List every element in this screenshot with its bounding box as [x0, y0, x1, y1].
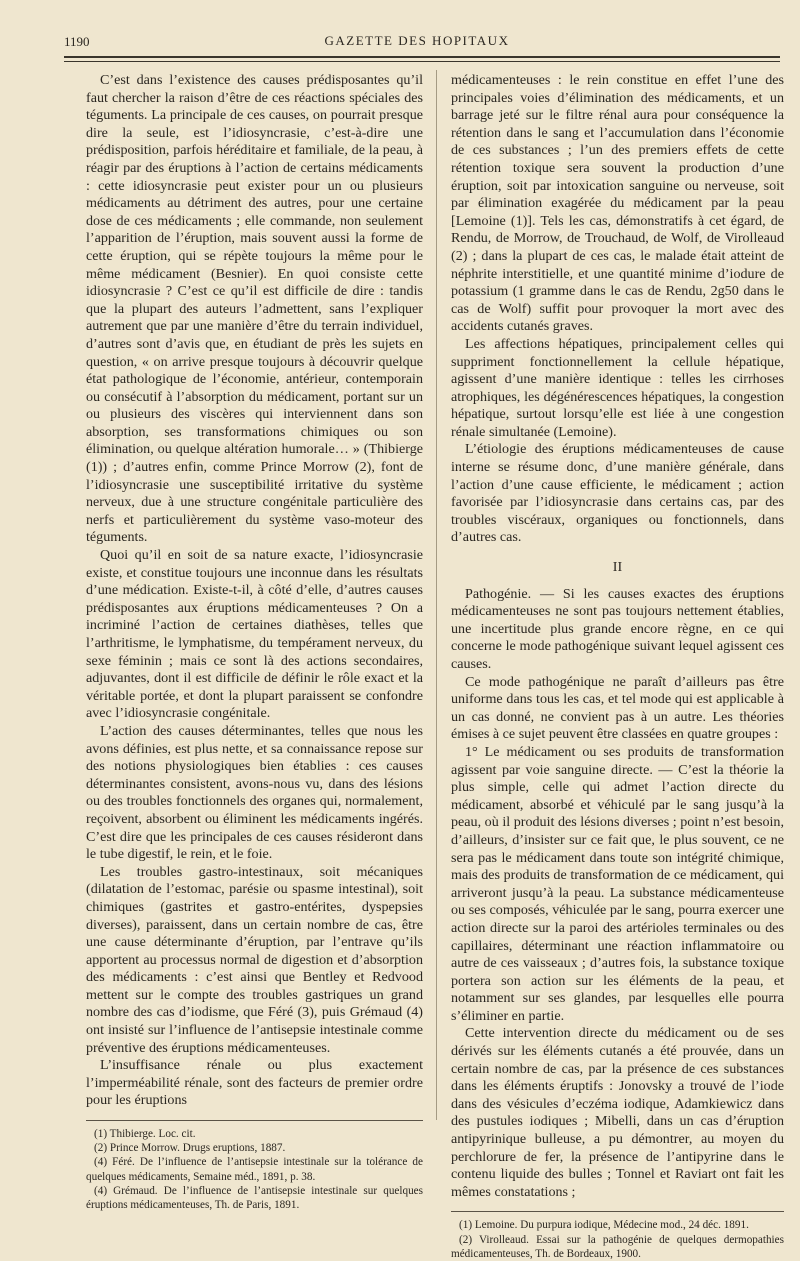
footnotes	[451, 1218, 784, 1261]
paragraph: Cette intervention directe du médicament ou de ses dérivés sur les éléments cutanés a été prouvée, dans un certain nombre de cas, par la présence de ces substances dans les éléments éruptifs : Jonovsky a trouvé de l’iode dans des vésicules d’eczéma iodique, Adamkiewicz dans des pustules iodiques ; Mibelli, dans un cas d’éruption antipyrinique bulleuse, a pu démontrer, au moyen du perchlorure de fer, la présence de l’antipyrine dans le contenu liquide des bulles ; Tonnel et Raviart ont fait les mêmes constatations ;	[451, 1025, 784, 1200]
right-column	[451, 72, 784, 1261]
paragraph: Pathogénie. — Si les causes exactes des éruptions médicamenteuses ne sont pas toujours nettement établies, une incertitude plus grande encore règne, en ce qui concerne le mode pathogénique suivant lequel agissent ces causes.	[451, 585, 784, 672]
footnote: (1) Thibierge. Loc. cit.	[94, 1128, 196, 1141]
paragraph: Quoi qu’il en soit de sa nature exacte, l’idiosyncrasie existe, et constitue toujours une inconnue dans les résultats d’une médication. Existe-t-il, à côté d’elle, d’autres causes prédisposantes aux éruptions médicamenteuses ? On a incriminé l’action de certaines diathèses, telles que l’arthritisme, le lymphatisme, du tempérament nerveux, du sexe féminin ; mais ce sont là des actions secondaires, adjuvantes, dont il est difficile de définir le rôle exact et la véritable portée, et dont la plupart paraissent se confondre avec l’idiosyncrasie congénitale.	[86, 547, 423, 722]
page-header	[64, 30, 770, 52]
footnote: (1) Lemoine. Du purpura iodique, Médecine mod., 24 déc. 1891.	[459, 1219, 749, 1232]
paragraph: C’est dans l’existence des causes prédisposantes qu’il faut chercher la raison d’être de ces réactions spéciales des téguments. La principale de ces causes, on pourrait presque dire la seule, est l’idiosyncrasie, c’est-à-dire une prédisposition, parfois héréditaire et familiale, de la peau, à réagir par des éruptions à l’action de certains médicaments : cette idiosyncrasie peut exister pour un ou plusieurs médicaments au détriment des autres, pour une certaine dose de ces médicaments ; elle commande, non seulement l’apparition de l’éruption, mais souvent aussi la forme de cette éruption, qui se répète toujours la même pour le même médicament (Besnier). En quoi consiste cette idiosyncrasie ? C’est ce qu’il est difficile de dire : tandis que la plupart des auteurs l’admettent, sans l’expliquer autrement que par une manière d’être du terrain individuel, d’autres sont d’avis que, en étudiant de près les sujets en question, « on arrive presque toujours à découvrir quelque état pathologique de l’économie, antérieur, contemporain ou consécutif à l’absorption du médicament, portant sur un ou plusieurs des viscères qui interviennent dans son absorption, ses transformations chimiques ou son élimination, ou quelque altération humorale… » (Thibierge (1)) ; d’autres enfin, comme Prince Morrow (2), font de l’idiosyncrasie une susceptibilité irritative du système nerveux, due à une structure congénitale particulière des nerfs et particulièrement du système vaso-moteur des téguments.	[86, 72, 423, 546]
paragraph: L’insuffisance rénale ou plus exactement l’imperméabilité rénale, sont des facteurs de premier ordre pour les éruptions	[86, 1057, 423, 1109]
paragraph: 1° Le médicament ou ses produits de transformation agissent par voie sanguine directe. — C’est la théorie la plus simple, celle qui admet l’action directe du médicament, absorbé et véhiculé par le sang jusqu’à la peau, où il produit des lésions diverses ; point n’est besoin, d’ailleurs, d’insister sur ce fait que, le plus souvent, ce ne sera pas le médicament dans toute son intégrité chimique, mais des produits de transformation de ce médicament, qui arriveront jusqu’à la peau. La substance médicamenteuse ou ses composés, véhiculée par le sang, pourra exercer une action directe sur la paroi des artérioles terminales ou des capillaires, déterminant une réaction inflammatoire ou autre de ces vaisseaux ; d’autres fois, la substance toxique portera son action sur les éléments de la peau, et notamment sur ses glandes, par lesquelles elle pourra s’éliminer en partie.	[451, 743, 784, 1024]
page-number: 1190	[64, 34, 90, 49]
footnotes	[86, 1127, 423, 1212]
header-rule-thin	[64, 61, 780, 62]
left-column	[86, 72, 423, 1212]
section-number: II	[612, 559, 623, 576]
running-title: GAZETTE DES HOPITAUX	[324, 33, 510, 48]
paragraph: L’étiologie des éruptions médicamenteuses de cause interne se résume donc, d’une manière générale, dans l’action d’une cause efficiente, le médicament ; action favorisée par l’idiosyncrasie dans certains cas, par des troubles viscéraux, organiques ou fonctionnels, dans d’autres cas.	[451, 441, 784, 546]
footnote: (4) Féré. De l’influence de l’antisepsie intestinale sur la tolérance de quelques médicaments, Semaine méd., 1891, p. 38.	[86, 1156, 423, 1183]
paragraph: Ce mode pathogénique ne paraît d’ailleurs pas être uniforme dans tous les cas, et tel mode qui est applicable à un cas donné, ne convient pas à un autre. Les théories émises à ce sujet peuvent être classées en quatre groupes :	[451, 673, 784, 743]
footnote-rule	[451, 1211, 784, 1212]
paragraph: médicamenteuses : le rein constitue en effet l’une des principales voies d’élimination des médicaments, et un barrage jeté sur le filtre rénal aura pour conséquence la rétention dans le sang et l’accumulation dans l’économie de ces substances ; l’un des premiers effets de cette rétention toxique sera souvent la production d’une éruption, soit par intoxication sanguine ou nerveuse, soit par élimination exagérée du médicament par la peau [Lemoine (1)]. Tels les cas, démonstratifs à cet égard, de Rendu, de Morrow, de Trouchaud, de Wolf, de Virolleaud (2) ; dans la plupart de ces cas, le malade était atteint de néphrite interstitielle, et une quantité minime d’iodure de potassium (1 gramme dans le cas de Rendu, 2g50 dans le cas de Wolf) suffit pour provoquer la mort avec des accidents cutanés graves.	[451, 72, 784, 335]
column-divider	[436, 70, 437, 1120]
paragraph: L’action des causes déterminantes, telles que nous les avons définies, est plus nette, et sa connaissance repose sur des notions physiologiques bien établies : ces causes déterminantes consistent, avons-nous vu, dans des lésions ou des troubles fonctionnels des organes qui, normalement, reçoivent, absorbent ou éliminent les médicaments ingérés. C’est dire que les principales de ces causes résideront dans le tube digestif, le rein, et le foie.	[86, 722, 423, 863]
footnote: (4) Grémaud. De l’influence de l’antisepsie intestinale sur quelques éruptions médicamenteuses, Th. de Paris, 1891.	[86, 1184, 423, 1212]
footnote-rule	[86, 1120, 423, 1121]
paragraph: Les affections hépatiques, principalement celles qui suppriment fonctionnellement la cellule hépatique, agissent d’une manière identique : telles les cirrhoses atrophiques, les dégénérescences hépatiques, la congestion hépatique, surtout lorsqu’elle est liée à une congestion rénale simultanée (Lemoine).	[451, 335, 784, 440]
footnote: (2) Prince Morrow. Drugs eruptions, 1887.	[94, 1142, 286, 1155]
header-rule-thick	[64, 56, 780, 58]
paragraph: Les troubles gastro-intestinaux, soit mécaniques (dilatation de l’estomac, parésie ou spasme intestinal), soit chimiques (gastrites et gastro-entérites, dyspepsies diverses), paraissent, dans un certain nombre de cas, être une cause déterminante d’éruption, par l’entrave qu’ils apportent au processus normal de digestion et d’absorption des médicaments : c’est ainsi que Bentley et Redvood mettent sur le compte des troubles gastriques un grand nombre des cas d’iodisme, que Féré (3), puis Grémaud (4) ont insisté sur l’influence de l’antisepsie intestinale comme préventive des éruptions médicamenteuses.	[86, 863, 423, 1056]
footnote: (2) Virolleaud. Essai sur la pathogénie de quelques dermopathies médicamenteuses, Th. de Bordeaux, 1900.	[451, 1233, 784, 1260]
